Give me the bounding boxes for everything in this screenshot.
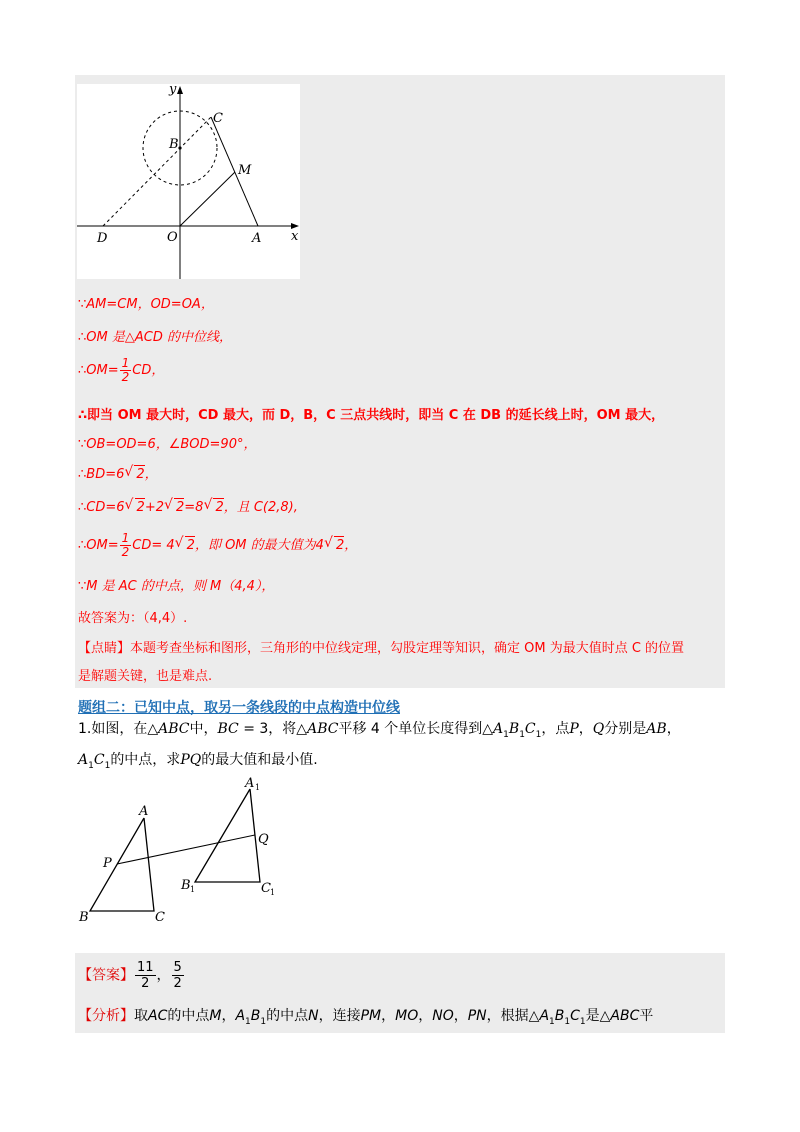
problem-math: P (569, 721, 579, 737)
analysis-math: AC (148, 1008, 168, 1024)
label-a1-sub: 1 (255, 783, 261, 792)
solution-line-8-c: ，即 OM 的最大值为4 (194, 538, 324, 553)
label-a1: A (245, 776, 255, 791)
label-a: A (139, 804, 149, 819)
problem-text: = 3，将△ (238, 721, 308, 737)
solution-line-3-b: CD， (132, 363, 165, 378)
section-title: 题组二：已知中点，取另一条线段的中点构造中位线 (78, 700, 400, 716)
fraction-num: 11 (137, 960, 154, 975)
label-m: M (238, 163, 252, 178)
label-c: C (155, 910, 165, 925)
fraction-half (120, 532, 132, 559)
analysis-text: 平 (639, 1008, 654, 1024)
problem-sub: 1 (519, 729, 525, 740)
analysis-text: ，连接 (318, 1008, 361, 1024)
coordinate-figure (77, 84, 300, 279)
problem-sub: 1 (104, 760, 111, 771)
analysis-math: NO (432, 1008, 454, 1024)
problem-math: ABC (158, 721, 190, 737)
label-d: D (97, 231, 108, 246)
solution-line-8-d: ， (344, 538, 358, 553)
problem-math: A (493, 721, 504, 737)
sqrt-2: √ 2 (174, 498, 184, 517)
solution-line-3-a: ∴OM= (78, 363, 119, 378)
problem-math: BC (217, 721, 239, 737)
problem-math: PQ (180, 752, 202, 768)
solution-line-2: ∴OM 是△ACD 的中位线， (78, 330, 232, 345)
analysis-math: C (570, 1008, 580, 1024)
solution-line-7-c: =8 (184, 500, 204, 515)
problem-line-2 (78, 750, 318, 776)
answer-separator: ， (156, 967, 171, 984)
fraction-half (120, 357, 132, 384)
problem-text: ， (666, 721, 681, 737)
triangle-figure (75, 775, 295, 925)
problem-sub: 1 (535, 729, 542, 740)
fraction-num: 1 (121, 531, 130, 545)
problem-sub: 1 (503, 729, 509, 740)
solution-line-8-a: ∴OM= (78, 538, 119, 553)
label-c1: C (261, 881, 271, 896)
analysis-sub: 1 (564, 1016, 571, 1027)
solution-line-11: 【点睛】本题考查坐标和图形，三角形的中位线定理，勾股定理等知识，确定 OM 为最大值时点 C 的位置 (78, 641, 685, 656)
analysis-text: 的中点 (266, 1008, 309, 1024)
answer-line (78, 960, 185, 991)
problem-text: 中， (189, 721, 218, 737)
analysis-sub: 1 (245, 1016, 251, 1027)
problem-text: 平移 4 个单位长度得到△ (338, 721, 494, 737)
sqrt-2: √ 2 (185, 536, 195, 555)
solution-line-7 (78, 498, 298, 517)
label-a: A (252, 231, 262, 246)
solution-line-8 (78, 532, 357, 559)
problem-math: C (93, 752, 105, 768)
sqrt-2: √ 2 (135, 498, 145, 517)
analysis-text: ， (453, 1008, 468, 1024)
problem-math: A (78, 752, 89, 768)
solution-line-3 (78, 357, 164, 384)
solution-line-9: ∵M 是 AC 的中点，则 M（4,4）， (78, 579, 275, 594)
analysis-math: A (235, 1008, 246, 1024)
analysis-text: 的中点 (167, 1008, 210, 1024)
problem-text: ，点 (541, 721, 570, 737)
sqrt-2: √ 2 (334, 536, 344, 555)
problem-text: ， (578, 721, 593, 737)
solution-line-7-a: ∴CD=6 (78, 500, 125, 515)
solution-line-12: 是解题关键，也是难点. (78, 669, 213, 684)
label-x: x (291, 229, 299, 244)
answer-fraction-1 (135, 960, 156, 991)
point-b (178, 146, 181, 149)
solution-line-6 (78, 465, 158, 484)
problem-math: AB (646, 721, 667, 737)
solution-line-6-a: ∴BD=6 (78, 467, 125, 482)
answer-tag: 【答案】 (78, 967, 134, 984)
label-b1: B (181, 878, 191, 893)
analysis-math: ABC (610, 1008, 640, 1024)
label-y: y (169, 84, 177, 97)
problem-math: Q (592, 721, 605, 737)
problem-text: 的中点，求 (110, 752, 181, 768)
analysis-text: ， (381, 1008, 396, 1024)
label-q: Q (258, 832, 269, 847)
segment-dc (103, 117, 211, 226)
analysis-tag: 【分析】 (78, 1008, 134, 1024)
analysis-math: B (554, 1008, 565, 1024)
analysis-sub: 1 (549, 1016, 555, 1027)
problem-line-1 (78, 719, 681, 745)
solution-line-5: ∵OB=OD=6，∠BOD=90°， (78, 437, 257, 452)
solution-line-6-b: ， (144, 467, 158, 482)
analysis-math: PM (360, 1008, 382, 1024)
segment-pq (117, 835, 255, 864)
label-c: C (213, 111, 223, 126)
analysis-line (78, 1005, 653, 1027)
solution-line-1: ∵AM=CM，OD=OA， (78, 297, 214, 312)
answer-fraction-2 (172, 960, 184, 991)
analysis-text: ， (418, 1008, 433, 1024)
label-b: B (79, 910, 89, 925)
fraction-den: 2 (121, 370, 130, 384)
sqrt-2: √ 2 (213, 498, 223, 517)
analysis-text: 取 (134, 1008, 148, 1024)
analysis-math: MO (395, 1008, 419, 1024)
problem-text: 的最大值和最小值. (201, 752, 318, 768)
problem-math: C (524, 721, 536, 737)
fraction-den: 2 (173, 976, 182, 991)
analysis-math: N (308, 1008, 319, 1024)
sqrt-2: √ 2 (134, 465, 144, 484)
segment-om (180, 172, 235, 226)
fraction-den: 2 (141, 976, 150, 991)
problem-math: ABC (307, 721, 339, 737)
analysis-math: A (539, 1008, 550, 1024)
label-b1-sub: 1 (190, 885, 196, 894)
analysis-text: ， (221, 1008, 236, 1024)
label-b: B (169, 137, 179, 152)
triangle-figure-svg (75, 775, 295, 925)
label-o: O (167, 230, 178, 245)
label-p: P (103, 856, 112, 871)
analysis-math: B (250, 1008, 261, 1024)
solution-line-7-b: +2 (144, 500, 164, 515)
solution-line-7-d: ，且 C(2,8), (223, 500, 298, 515)
label-c1-sub: 1 (270, 888, 276, 897)
triangle-abc (90, 818, 154, 911)
problem-text: 1.如图，在△ (78, 721, 159, 737)
analysis-math: M (209, 1008, 222, 1024)
problem-text: 分别是 (604, 721, 647, 737)
fraction-num: 1 (121, 356, 130, 370)
solution-line-10: 故答案为：（4,4）. (78, 611, 188, 626)
analysis-math: PN (467, 1008, 487, 1024)
analysis-sub: 1 (579, 1016, 586, 1027)
solution-line-4: ∴即当 OM 最大时，CD 最大，而 D，B，C 三点共线时，即当 C 在 DB 的延长线上时，OM 最大， (78, 408, 665, 423)
analysis-text: ，根据△ (486, 1008, 540, 1024)
fraction-num: 5 (173, 960, 182, 975)
y-axis-arrow (177, 86, 183, 94)
analysis-sub: 1 (260, 1016, 267, 1027)
analysis-text: 是△ (585, 1008, 611, 1024)
coordinate-figure-svg (77, 84, 300, 279)
problem-math: B (508, 721, 520, 737)
solution-line-8-b: CD= 4 (132, 538, 175, 553)
problem-sub: 1 (88, 760, 94, 771)
fraction-den: 2 (121, 545, 130, 559)
